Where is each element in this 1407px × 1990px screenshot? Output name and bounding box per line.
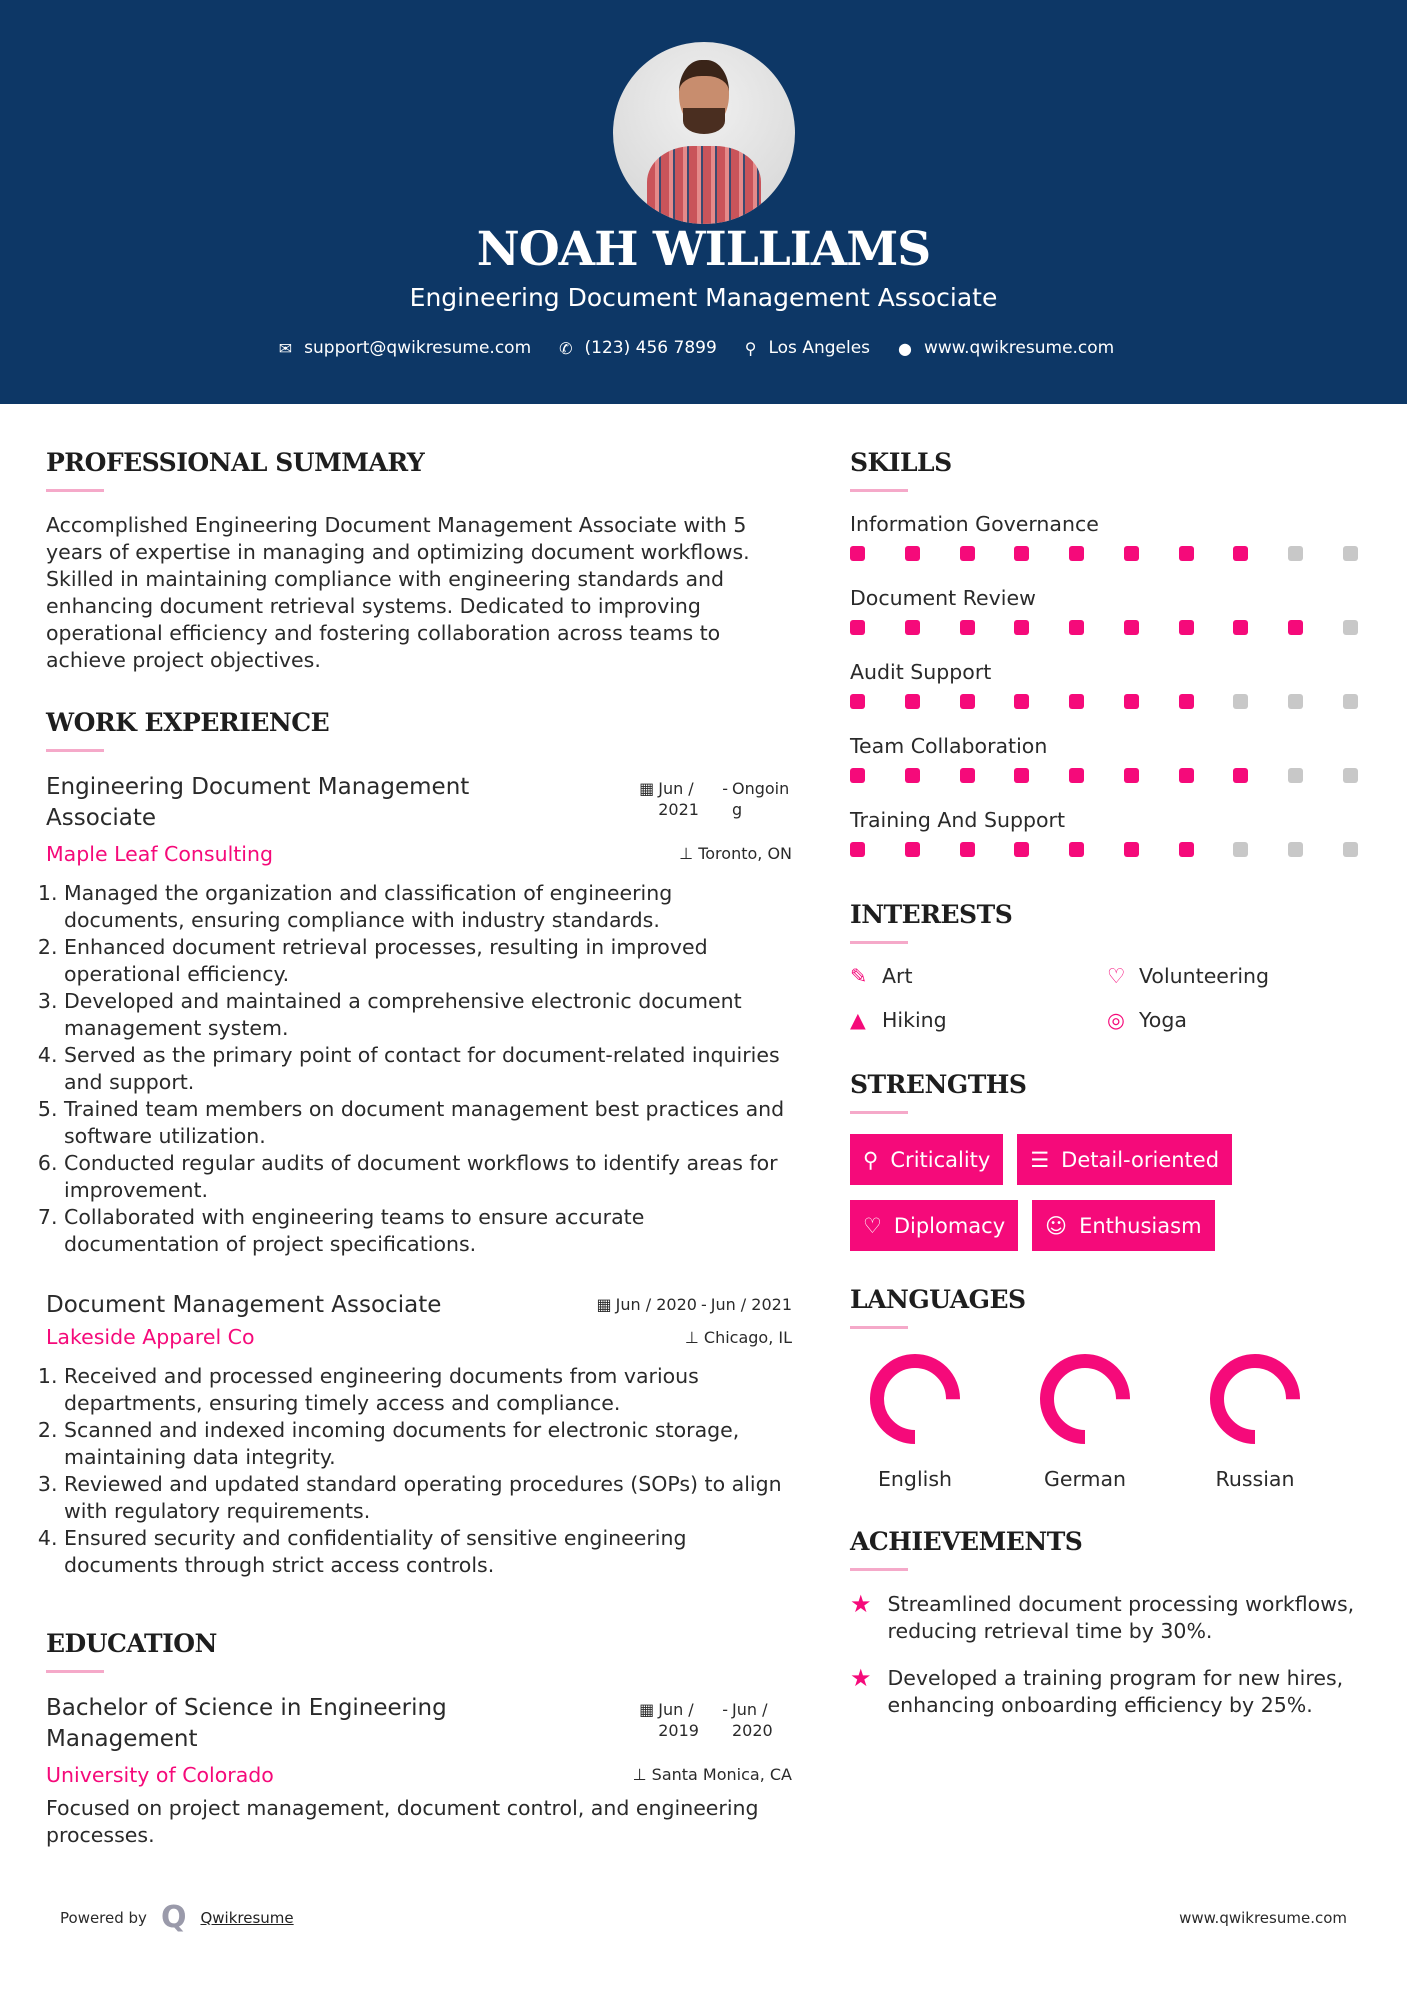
rating-dot — [1233, 694, 1248, 709]
rating-dot — [850, 694, 865, 709]
rating-dot — [960, 842, 975, 857]
languages-list — [854, 1349, 1365, 1491]
divider — [850, 941, 908, 944]
rating-dot — [1288, 694, 1303, 709]
brand-link[interactable]: Qwikresume — [200, 1908, 294, 1927]
bullet-item: 7. Collaborated with engineering teams to ensure accurate documentation of project specifications. — [64, 1204, 792, 1258]
rating-dot — [1288, 842, 1303, 857]
rating-dot — [1288, 768, 1303, 783]
rating-dot — [1343, 546, 1358, 561]
section-title-education: EDUCATION — [46, 1629, 217, 1658]
bullet-item: 3. Developed and maintained a comprehensive electronic document management system. — [64, 988, 792, 1042]
company-name: Maple Leaf Consulting — [46, 842, 274, 866]
language-item — [1024, 1349, 1146, 1491]
achievement-item: ★ Streamlined document processing workflows, reducing retrieval time by 30%. — [850, 1590, 1355, 1643]
rating-dot — [1014, 546, 1029, 561]
job-title: Engineering Document Management Associate — [46, 774, 470, 831]
contact-email[interactable]: support@qwikresume.com — [304, 338, 532, 358]
divider — [46, 489, 104, 492]
rating-dot — [1233, 546, 1248, 561]
skill-name: Information Governance — [850, 512, 1099, 536]
rating-dot — [1124, 694, 1139, 709]
rating-dot — [1343, 620, 1358, 635]
interests-list — [850, 964, 1365, 1032]
right-column — [850, 448, 1365, 1739]
rating-dot — [1179, 546, 1194, 561]
footer — [60, 1900, 1347, 1935]
job-dates: ▦ Jun / 2020 - Jun / 2021 — [596, 1295, 792, 1314]
search-icon: ⚲ — [863, 1147, 879, 1172]
strength-chip: ♡ Diplomacy — [850, 1200, 1018, 1251]
education-description: Focused on project management, document control, and engineering processes. — [46, 1796, 759, 1847]
job-title: Document Management Associate — [46, 1292, 442, 1318]
profile-photo — [613, 42, 795, 224]
school-name: University of Colorado — [46, 1763, 274, 1787]
strengths-list — [850, 1134, 1365, 1251]
rating-dot — [905, 546, 920, 561]
map-marker-icon: ⚲ — [744, 338, 757, 358]
divider — [850, 1326, 908, 1329]
language-name: Russian — [1215, 1467, 1295, 1491]
skill-rating — [850, 764, 1358, 808]
rating-dot — [850, 620, 865, 635]
smile-icon: ☺ — [1045, 1213, 1068, 1238]
skill-rating — [850, 616, 1358, 660]
handshake-icon: ♡ — [1107, 964, 1126, 988]
rating-dot — [1124, 546, 1139, 561]
bullet-item: 6. Conducted regular audits of document workflows to identify areas for improvement. — [64, 1150, 792, 1204]
rating-dot — [1233, 768, 1248, 783]
rating-dot — [1069, 842, 1084, 857]
rating-dot — [960, 694, 975, 709]
skill-item — [850, 660, 1365, 734]
skill-name: Document Review — [850, 586, 1036, 610]
strength-chip: ☰ Detail-oriented — [1017, 1134, 1232, 1185]
calendar-icon: ▦ — [639, 1700, 655, 1719]
language-level-arc — [1035, 1349, 1135, 1449]
skill-rating — [850, 542, 1358, 586]
language-item — [1194, 1349, 1316, 1491]
list-icon: ☰ — [1030, 1147, 1050, 1172]
bullet-item: 3. Reviewed and updated standard operating procedures (SOPs) to align with regulatory requirements. — [64, 1471, 792, 1525]
skill-item — [850, 734, 1365, 808]
job-bullets — [46, 880, 792, 1258]
interest-item: ✎ Art — [850, 964, 913, 988]
rating-dot — [1288, 546, 1303, 561]
section-title-strengths: STRENGTHS — [850, 1070, 1027, 1099]
pin-icon: ⊥ — [679, 844, 694, 863]
section-title-summary: PROFESSIONAL SUMMARY — [46, 448, 425, 477]
rating-dot — [960, 546, 975, 561]
section-title-skills: SKILLS — [850, 448, 952, 477]
section-title-languages: LANGUAGES — [850, 1285, 1026, 1314]
education-entry — [46, 1693, 792, 1849]
achievement-item: ★ Developed a training program for new hires, enhancing onboarding efficiency by 25%. — [850, 1664, 1344, 1717]
rating-dot — [1124, 842, 1139, 857]
rating-dot — [1124, 768, 1139, 783]
rating-dot — [905, 842, 920, 857]
candidate-title: Engineering Document Management Associate — [409, 283, 998, 312]
rating-dot — [1233, 620, 1248, 635]
lifebuoy-icon: ◎ — [1107, 1008, 1125, 1032]
section-title-achievements: ACHIEVEMENTS — [850, 1527, 1083, 1556]
section-title-work: WORK EXPERIENCE — [46, 708, 330, 737]
job-entry — [46, 1290, 792, 1579]
skill-name: Audit Support — [850, 660, 992, 684]
divider — [46, 1670, 104, 1673]
rating-dot — [850, 768, 865, 783]
rating-dot — [905, 620, 920, 635]
language-level-arc — [865, 1349, 965, 1449]
qwikresume-logo-icon: Q — [160, 1900, 187, 1935]
left-column — [46, 448, 792, 1849]
rating-dot — [850, 842, 865, 857]
rating-dot — [1343, 694, 1358, 709]
rating-dot — [1288, 620, 1303, 635]
divider — [850, 1111, 908, 1114]
rating-dot — [1179, 768, 1194, 783]
envelope-icon: ✉ — [278, 338, 293, 358]
skill-item — [850, 512, 1365, 586]
contact-location: Los Angeles — [768, 338, 871, 358]
rating-dot — [905, 694, 920, 709]
rating-dot — [1014, 768, 1029, 783]
contact-phone[interactable]: (123) 456 7899 — [584, 338, 717, 358]
rating-dot — [1233, 842, 1248, 857]
skill-item — [850, 808, 1365, 882]
language-level-arc — [1205, 1349, 1305, 1449]
rating-dot — [1069, 620, 1084, 635]
footer-website[interactable]: www.qwikresume.com — [1179, 1908, 1347, 1927]
skill-item — [850, 586, 1365, 660]
rating-dot — [1069, 546, 1084, 561]
skill-rating — [850, 690, 1358, 734]
calendar-icon: ▦ — [639, 779, 655, 798]
job-dates: ▦ Jun / 2021 - Ongoing — [639, 779, 790, 819]
tree-icon: ▲ — [850, 1008, 866, 1032]
powered-by-label: Powered by — [60, 1908, 147, 1927]
pin-icon: ⊥ — [684, 1328, 699, 1347]
summary-text: Accomplished Engineering Document Management Associate with 5 years of expertise in managing and optimizing document workflows. Skilled in maintaining compliance with engineering standards and enhancing document retrieval systems. Dedicated to improving operational efficiency and fostering collaboration across teams to achieve project objectives. — [46, 513, 750, 672]
education-dates: ▦ Jun / 2019 - Jun / 2020 — [639, 1700, 773, 1740]
rating-dot — [1014, 620, 1029, 635]
rating-dot — [960, 768, 975, 783]
interest-item: ♡ Volunteering — [1107, 964, 1270, 988]
language-item — [854, 1349, 976, 1491]
bullet-item: 1. Managed the organization and classification of engineering documents, ensuring compliance with industry standards. — [64, 880, 792, 934]
contact-website[interactable]: www.qwikresume.com — [923, 338, 1115, 358]
contact-bar — [0, 338, 1407, 358]
degree: Bachelor of Science in Engineering Management — [46, 1695, 447, 1752]
bullet-item: 5. Trained team members on document management best practices and software utilization. — [64, 1096, 792, 1150]
star-icon: ★ — [850, 1590, 872, 1618]
job-location: ⊥ Toronto, ON — [679, 844, 792, 863]
rating-dot — [905, 768, 920, 783]
bullet-item: 2. Enhanced document retrieval processes, resulting in improved operational efficiency. — [64, 934, 792, 988]
bullet-item: 2. Scanned and indexed incoming documents for electronic storage, maintaining data integrity. — [64, 1417, 792, 1471]
rating-dot — [960, 620, 975, 635]
rating-dot — [850, 546, 865, 561]
skills-list — [850, 512, 1365, 882]
phone-icon: ✆ — [559, 338, 573, 358]
education-location: ⊥ Santa Monica, CA — [632, 1765, 792, 1784]
calendar-icon: ▦ — [596, 1295, 612, 1314]
bullet-item: 1. Received and processed engineering documents from various departments, ensuring timely access and compliance. — [64, 1363, 792, 1417]
strength-chip: ☺ Enthusiasm — [1032, 1200, 1214, 1251]
rating-dot — [1069, 768, 1084, 783]
paintbrush-icon: ✎ — [850, 964, 868, 988]
job-entry — [46, 772, 792, 1258]
rating-dot — [1179, 842, 1194, 857]
rating-dot — [1014, 694, 1029, 709]
rating-dot — [1014, 842, 1029, 857]
rating-dot — [1343, 842, 1358, 857]
pin-icon: ⊥ — [632, 1765, 647, 1784]
rating-dot — [1179, 694, 1194, 709]
bullet-item: 4. Ensured security and confidentiality of sensitive engineering documents through strict access controls. — [64, 1525, 792, 1579]
rating-dot — [1124, 620, 1139, 635]
strength-chip: ⚲ Criticality — [850, 1134, 1003, 1185]
job-location: ⊥ Chicago, IL — [684, 1328, 792, 1347]
interest-item: ▲ Hiking — [850, 1008, 947, 1032]
handshake-icon: ♡ — [863, 1213, 882, 1238]
skill-rating — [850, 838, 1358, 882]
resume-header — [0, 0, 1407, 404]
skill-name: Training And Support — [850, 808, 1065, 832]
divider — [850, 489, 908, 492]
section-title-interests: INTERESTS — [850, 900, 1013, 929]
globe-icon: ● — [898, 338, 912, 358]
rating-dot — [1179, 620, 1194, 635]
candidate-name: NOAH WILLIAMS — [476, 222, 931, 277]
company-name: Lakeside Apparel Co — [46, 1325, 255, 1349]
bullet-item: 4. Served as the primary point of contact for document-related inquiries and support. — [64, 1042, 792, 1096]
divider — [850, 1568, 908, 1571]
skill-name: Team Collaboration — [850, 734, 1048, 758]
language-name: German — [1043, 1467, 1127, 1491]
divider — [46, 749, 104, 752]
star-icon: ★ — [850, 1664, 872, 1692]
interest-item: ◎ Yoga — [1107, 1008, 1187, 1032]
rating-dot — [1069, 694, 1084, 709]
job-bullets — [46, 1363, 792, 1579]
language-name: English — [877, 1467, 953, 1491]
rating-dot — [1343, 768, 1358, 783]
